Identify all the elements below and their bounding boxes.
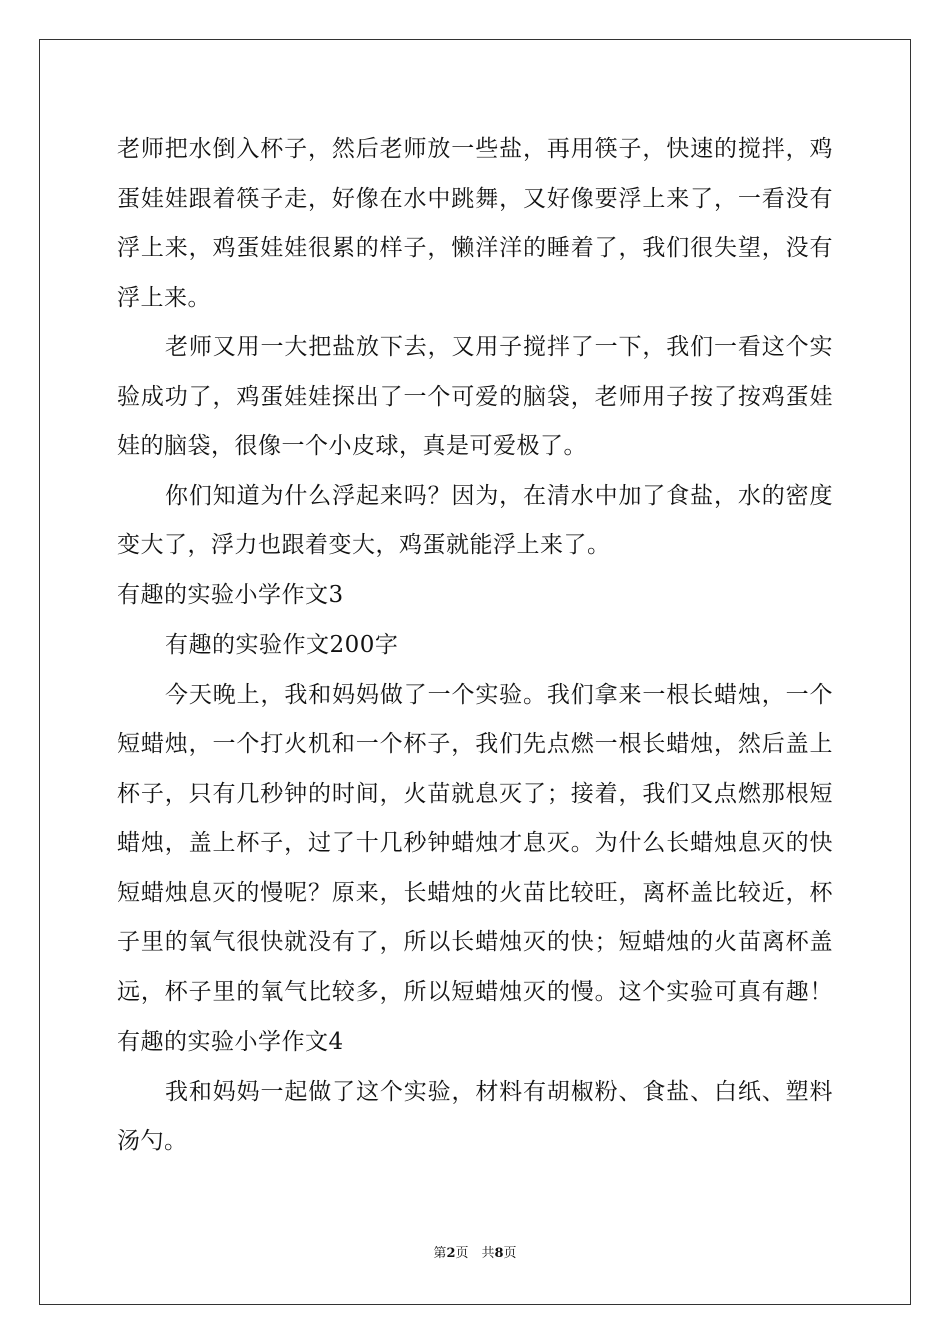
paragraph-first-line: 老师又用一大把盐放下去，又用子搅拌了一下，我们一看这个实 bbox=[165, 334, 833, 360]
paragraph-first-line: 你们知道为什么浮起来吗？因为，在清水中加了食盐，水的密度 bbox=[165, 483, 833, 509]
text-line: 子里的氧气很快就没有了，所以长蜡烛灭的快；短蜡烛的火苗离杯盖 bbox=[117, 929, 833, 955]
text-line: 浮上来，鸡蛋娃娃很累的样子，懒洋洋的睡着了，我们很失望，没有 bbox=[117, 235, 833, 261]
text-line: 汤勺。 bbox=[117, 1128, 188, 1154]
page-footer bbox=[0, 1244, 950, 1264]
paragraph-first-line: 今天晚上，我和妈妈做了一个实验。我们拿来一根长蜡烛，一个 bbox=[165, 682, 833, 708]
section-heading: 有趣的实验小学作文4 bbox=[117, 1029, 344, 1055]
text-line: 蜡烛，盖上杯子，过了十几秒钟蜡烛才息灭。为什么长蜡烛息灭的快 bbox=[117, 830, 833, 856]
section-heading: 有趣的实验小学作文3 bbox=[117, 582, 344, 608]
text-line: 短蜡烛，一个打火机和一个杯子，我们先点燃一根长蜡烛，然后盖上 bbox=[117, 731, 833, 757]
text-line: 杯子，只有几秒钟的时间，火苗就息灭了；接着，我们又点燃那根短 bbox=[117, 781, 833, 807]
subtitle: 有趣的实验作文200字 bbox=[165, 632, 399, 658]
total-page-number: 8 bbox=[494, 1246, 504, 1261]
current-page-number: 2 bbox=[446, 1246, 456, 1261]
text-line: 蛋娃娃跟着筷子走，好像在水中跳舞，又好像要浮上来了，一看没有 bbox=[117, 186, 833, 212]
text-line: 变大了，浮力也跟着变大，鸡蛋就能浮上来了。 bbox=[117, 532, 611, 558]
paragraph-first-line: 我和妈妈一起做了这个实验，材料有胡椒粉、食盐、白纸、塑料 bbox=[165, 1079, 833, 1105]
text-line: 浮上来。 bbox=[117, 285, 211, 311]
page-label-prefix: 第 bbox=[433, 1246, 447, 1261]
text-line: 短蜡烛息灭的慢呢？原来，长蜡烛的火苗比较旺，离杯盖比较近，杯 bbox=[117, 880, 833, 906]
text-line: 验成功了，鸡蛋娃娃探出了一个可爱的脑袋，老师用子按了按鸡蛋娃 bbox=[117, 384, 833, 410]
text-line: 娃的脑袋，很像一个小皮球，真是可爱极了。 bbox=[117, 433, 587, 459]
page-label-suffix: 页 bbox=[503, 1246, 517, 1261]
text-line: 远，杯子里的氧气比较多，所以短蜡烛灭的慢。这个实验可真有趣！ bbox=[117, 979, 833, 1005]
page-label-mid: 页 共 bbox=[455, 1246, 495, 1261]
text-line: 老师把水倒入杯子，然后老师放一些盐，再用筷子，快速的搅拌，鸡 bbox=[117, 136, 833, 162]
